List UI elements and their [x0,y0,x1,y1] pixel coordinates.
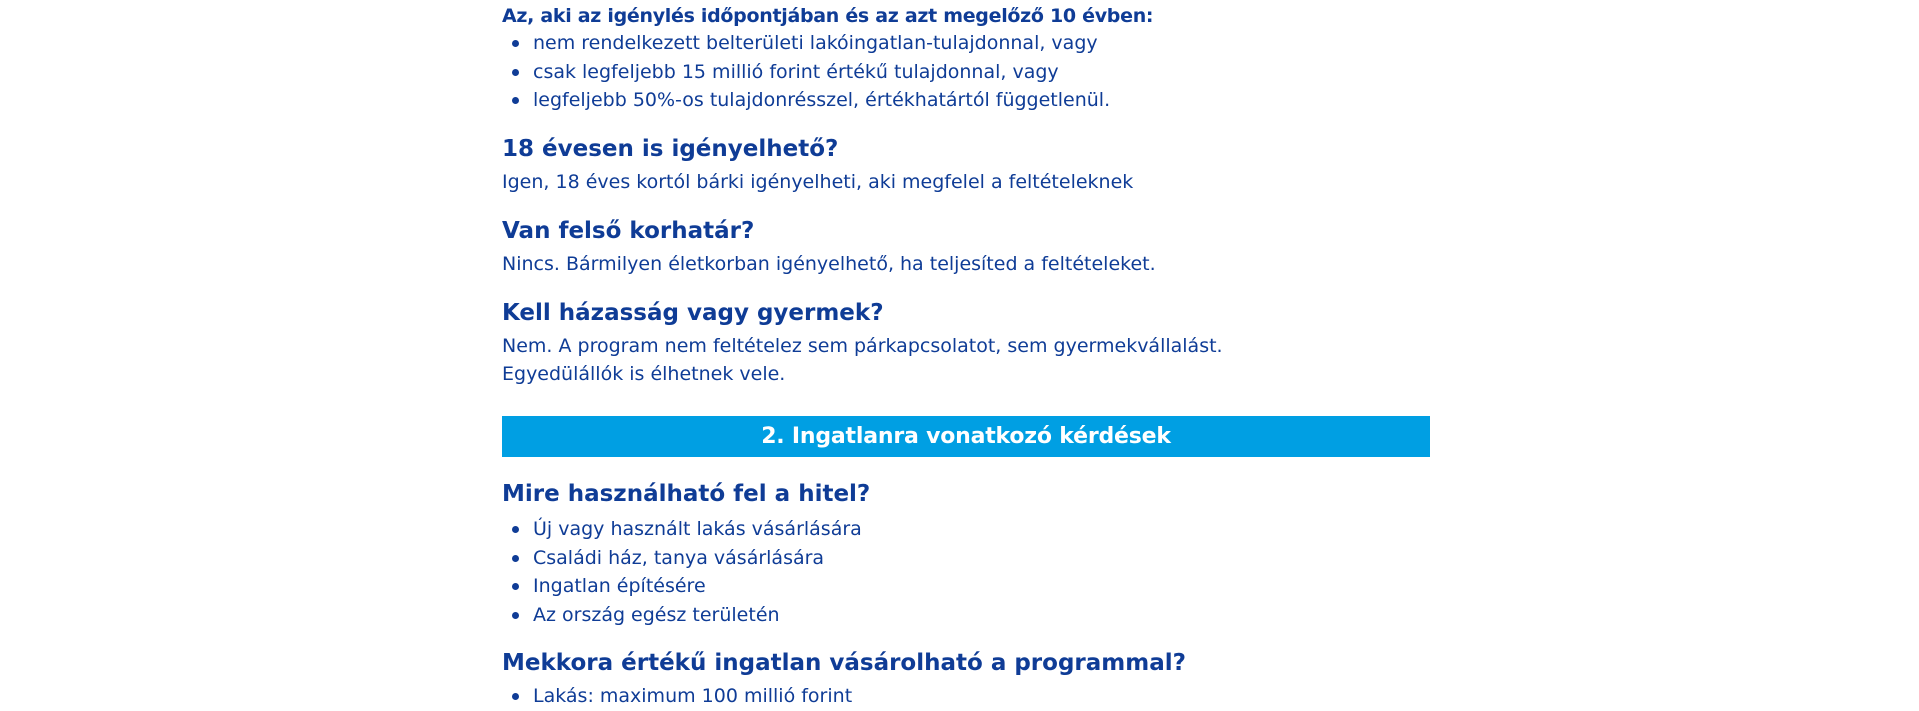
bullet-dot-icon [512,526,519,533]
value-limit-list [502,682,852,711]
usage-list [502,515,862,629]
list-item: Lakás: maximum 100 millió forint [502,682,852,711]
question-heading: Van felső korhatár? [502,218,755,244]
bullet-dot-icon [512,97,519,104]
bullet-dot-icon [512,69,519,76]
question-heading: Mekkora értékű ingatlan vásárolható a programmal? [502,650,1186,676]
list-item: Új vagy használt lakás vásárlására [502,515,862,544]
list-item: Ingatlan építésére [502,572,862,601]
question-heading: 18 évesen is igényelhető? [502,136,839,162]
eligibility-heading: Az, aki az igénylés időpontjában és az azt megelőző 10 évben: [502,5,1154,27]
question-heading: Kell házasság vagy gyermek? [502,300,884,326]
section-title-bar [502,416,1430,457]
answer-text: Igen, 18 éves kortól bárki igényelheti, aki megfelel a feltételeknek [502,171,1134,193]
bullet-dot-icon [512,612,519,619]
list-item: Családi ház, tanya vásárlására [502,544,862,573]
section-title: 2. Ingatlanra vonatkozó kérdések [761,424,1171,449]
answer-text: Nincs. Bármilyen életkorban igényelhető, ha teljesíted a feltételeket. [502,253,1156,275]
answer-text: Egyedülállók is élhetnek vele. [502,363,786,385]
bullet-dot-icon [512,583,519,590]
bullet-dot-icon [512,693,519,700]
bullet-dot-icon [512,555,519,562]
list-item: nem rendelkezett belterületi lakóingatlan-tulajdonnal, vagy [502,29,1110,58]
bullet-dot-icon [512,40,519,47]
eligibility-list [502,29,1110,115]
answer-text: Nem. A program nem feltételez sem párkapcsolatot, sem gyermekvállalást. [502,335,1223,357]
question-heading: Mire használható fel a hitel? [502,481,871,507]
list-item: Az ország egész területén [502,601,862,630]
list-item: csak legfeljebb 15 millió forint értékű tulajdonnal, vagy [502,58,1110,87]
list-item: legfeljebb 50%-os tulajdonrésszel, értékhatártól függetlenül. [502,86,1110,115]
